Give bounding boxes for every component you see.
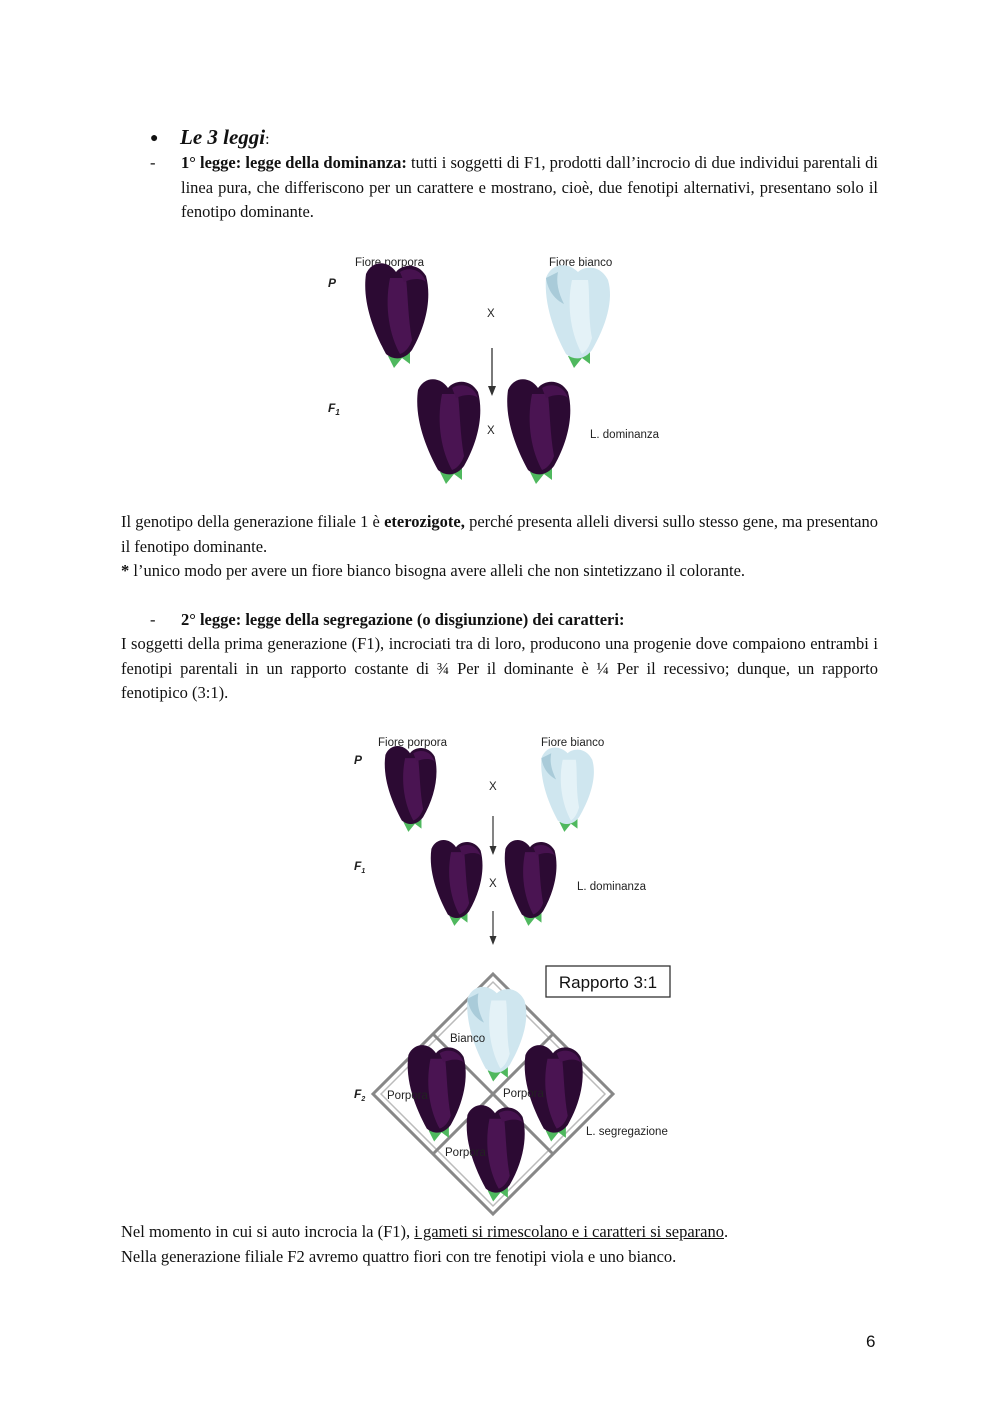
fig1-cross-2: X bbox=[487, 425, 495, 437]
ratio-box bbox=[546, 966, 670, 997]
law2-item bbox=[150, 608, 878, 633]
para2-underlined: i gameti si rimescolano e i caratteri si separano bbox=[414, 1222, 724, 1241]
fig1-white-parent bbox=[546, 265, 610, 368]
fig2-gen-f1: $F_1$ bbox=[354, 859, 366, 875]
para1-bold: eterozigote, bbox=[384, 512, 465, 531]
fig1-purple-parent bbox=[365, 263, 428, 368]
law2-label: 2° legge: legge della segregazione (o disgiunzione) dei caratteri: bbox=[181, 610, 625, 629]
self-cross-paragraph bbox=[121, 1220, 878, 1245]
fig2-gen-f2: $F_2$ bbox=[354, 1087, 366, 1103]
genotype-paragraph bbox=[121, 510, 878, 559]
law1-label: 1° legge: legge della dominanza: bbox=[181, 153, 407, 172]
para1-post: perché presenta alleli diversi sullo stesso gene, ma presentano il fenotipo dominante. bbox=[121, 512, 878, 556]
fig2-cross-2: X bbox=[489, 878, 497, 890]
dominance-figure bbox=[300, 240, 720, 485]
fig1-cross-1: X bbox=[487, 308, 495, 320]
note-star: * bbox=[121, 561, 130, 580]
fig1-arrow-icon bbox=[488, 348, 496, 396]
law2-dash: - bbox=[150, 610, 156, 629]
fig2-law-segregation: L. segregazione bbox=[586, 1126, 668, 1138]
fig1-f1-flower-left bbox=[417, 379, 480, 484]
law2-text: I soggetti della prima generazione (F1), incrociati tra di loro, producono una progenie dove compaiono entrambi i fenotipi parentali in un rapporto costante di ¾ Per il dominante è ¼ Per il recessivo; dunque, un rapporto fenotipico (3:1). bbox=[121, 634, 878, 702]
fig2-purple-parent bbox=[385, 746, 437, 832]
law1-item bbox=[150, 151, 878, 225]
cell-label-right: Porpora bbox=[503, 1088, 544, 1100]
note-paragraph bbox=[121, 559, 878, 584]
law1-text: tutti i soggetti di F1, prodotti dall’incrocio di due individui parentali di linea pura, che differiscono per un carattere e mostrano, cioè, due fenotipi alternativi, presentano solo il fenotipo dominante. bbox=[181, 153, 878, 221]
fig2-gen-p: P bbox=[354, 753, 363, 767]
fig2-arrow-icon-2 bbox=[490, 911, 497, 945]
fig1-law-label: L. dominanza bbox=[590, 429, 660, 441]
bullet-icon: ● bbox=[150, 131, 159, 147]
fig2-law-dominance: L. dominanza bbox=[577, 881, 647, 893]
section-colon: : bbox=[265, 131, 270, 148]
fig2-cross-1: X bbox=[489, 781, 497, 793]
fig1-label-white: Fiore bianco bbox=[549, 257, 613, 269]
fig2-f1-flower-right bbox=[505, 840, 557, 926]
para2-post: . bbox=[723, 1222, 729, 1241]
cell-label-top: Bianco bbox=[450, 1033, 486, 1045]
fig2-label-white: Fiore bianco bbox=[541, 737, 605, 749]
fig1-gen-p: P bbox=[328, 276, 337, 290]
note-text: l’unico modo per avere un fiore bianco bisogna avere alleli che non sintetizzano il colorante. bbox=[129, 561, 746, 580]
fig2-arrow-icon-1 bbox=[490, 816, 497, 855]
law1-dash: - bbox=[150, 153, 156, 172]
fig2-white-parent bbox=[541, 748, 594, 832]
fig1-gen-f1: $F_1$ bbox=[328, 401, 340, 417]
segregation-figure bbox=[340, 728, 685, 1218]
fig2-label-purple: Fiore porpora bbox=[378, 737, 448, 749]
para2-pre: Nel momento in cui si auto incrocia la (F1), bbox=[121, 1222, 415, 1241]
fig2-f1-flower-left bbox=[431, 840, 483, 926]
cell-label-left: Porpora bbox=[387, 1090, 428, 1102]
cell-label-bottom: Porpora bbox=[445, 1147, 486, 1159]
page-number: 6 bbox=[866, 1332, 876, 1351]
section-heading bbox=[150, 123, 270, 154]
ratio-box-label: Rapporto 3:1 bbox=[558, 973, 658, 992]
fig1-f1-flower-right bbox=[507, 379, 570, 484]
para1-pre: Il genotipo della generazione filiale 1 è bbox=[121, 512, 385, 531]
section-title: Le 3 leggi bbox=[180, 125, 266, 149]
f2-summary-paragraph: Nella generazione filiale F2 avremo quattro fiori con tre fenotipi viola e uno bianco. bbox=[121, 1247, 677, 1266]
fig1-label-purple: Fiore porpora bbox=[355, 257, 425, 269]
